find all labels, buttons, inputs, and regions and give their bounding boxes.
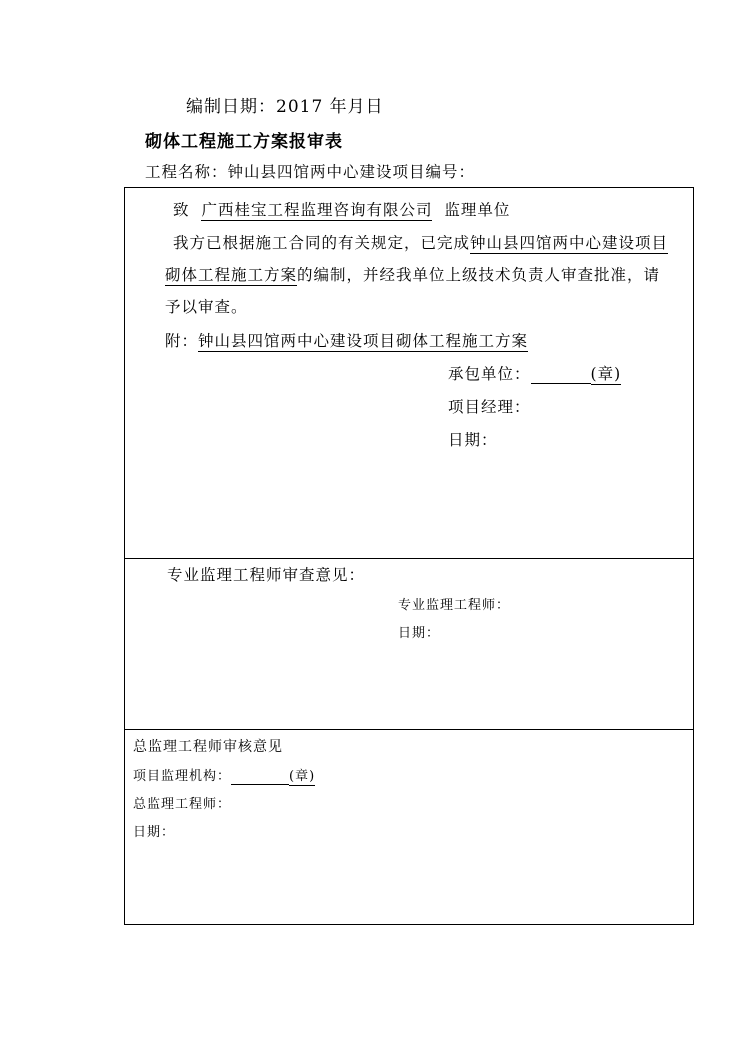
specialist-date-label: 日期： <box>398 626 441 641</box>
specialist-engineer-label: 专业监理工程师： <box>398 598 511 613</box>
supervisor-company: 广西桂宝工程监理咨询有限公司 <box>201 201 433 219</box>
approval-form-table <box>124 187 694 925</box>
supervision-org-blank <box>231 770 289 785</box>
compile-date: 编制日期：2017 年月日 <box>186 97 384 117</box>
project-name-underlined: 钟山县四馆两中心建设项目 <box>470 234 669 252</box>
attachment-prefix: 附： <box>165 332 199 350</box>
attachment-line <box>165 329 528 351</box>
chief-heading: 总监理工程师审核意见 <box>133 739 283 755</box>
specialist-heading: 专业监理工程师审查意见： <box>167 566 366 584</box>
supervision-org-seal: (章) <box>289 769 316 784</box>
specialist-review-section <box>125 559 693 730</box>
chief-review-section <box>125 730 693 926</box>
document-title: 砌体工程施工方案报审表 <box>145 132 343 152</box>
body-line-3: 予以审查。 <box>165 298 248 316</box>
supervision-org-line <box>133 765 315 785</box>
contractor-signature-line <box>448 362 621 384</box>
addressee-line <box>173 198 510 220</box>
supervision-org-label: 项目监理机构： <box>133 769 232 784</box>
body-line-2 <box>165 263 660 285</box>
contractor-section <box>125 188 693 559</box>
plan-name-underlined: 砌体工程施工方案 <box>165 266 298 284</box>
to-prefix: 致 <box>173 201 190 219</box>
project-name-line: 工程名称：钟山县四馆两中心建设项目编号： <box>145 163 476 181</box>
chief-engineer-label: 总监理工程师： <box>133 797 232 812</box>
chief-date-label: 日期： <box>133 825 176 840</box>
contractor-label: 承包单位： <box>448 365 531 383</box>
attachment-name: 钟山县四馆两中心建设项目砌体工程施工方案 <box>198 332 529 350</box>
body-line-1-prefix: 我方已根据施工合同的有关规定，已完成 <box>173 234 471 252</box>
body-line-1 <box>173 231 668 253</box>
contractor-date-label: 日期： <box>448 431 498 449</box>
to-suffix: 监理单位 <box>444 201 511 219</box>
project-manager-label: 项目经理： <box>448 398 531 416</box>
contractor-blank <box>531 367 591 384</box>
body-line-2-suffix: 的编制，并经我单位上级技术负责人审查批准，请 <box>297 266 661 284</box>
contractor-seal: (章) <box>590 365 622 383</box>
